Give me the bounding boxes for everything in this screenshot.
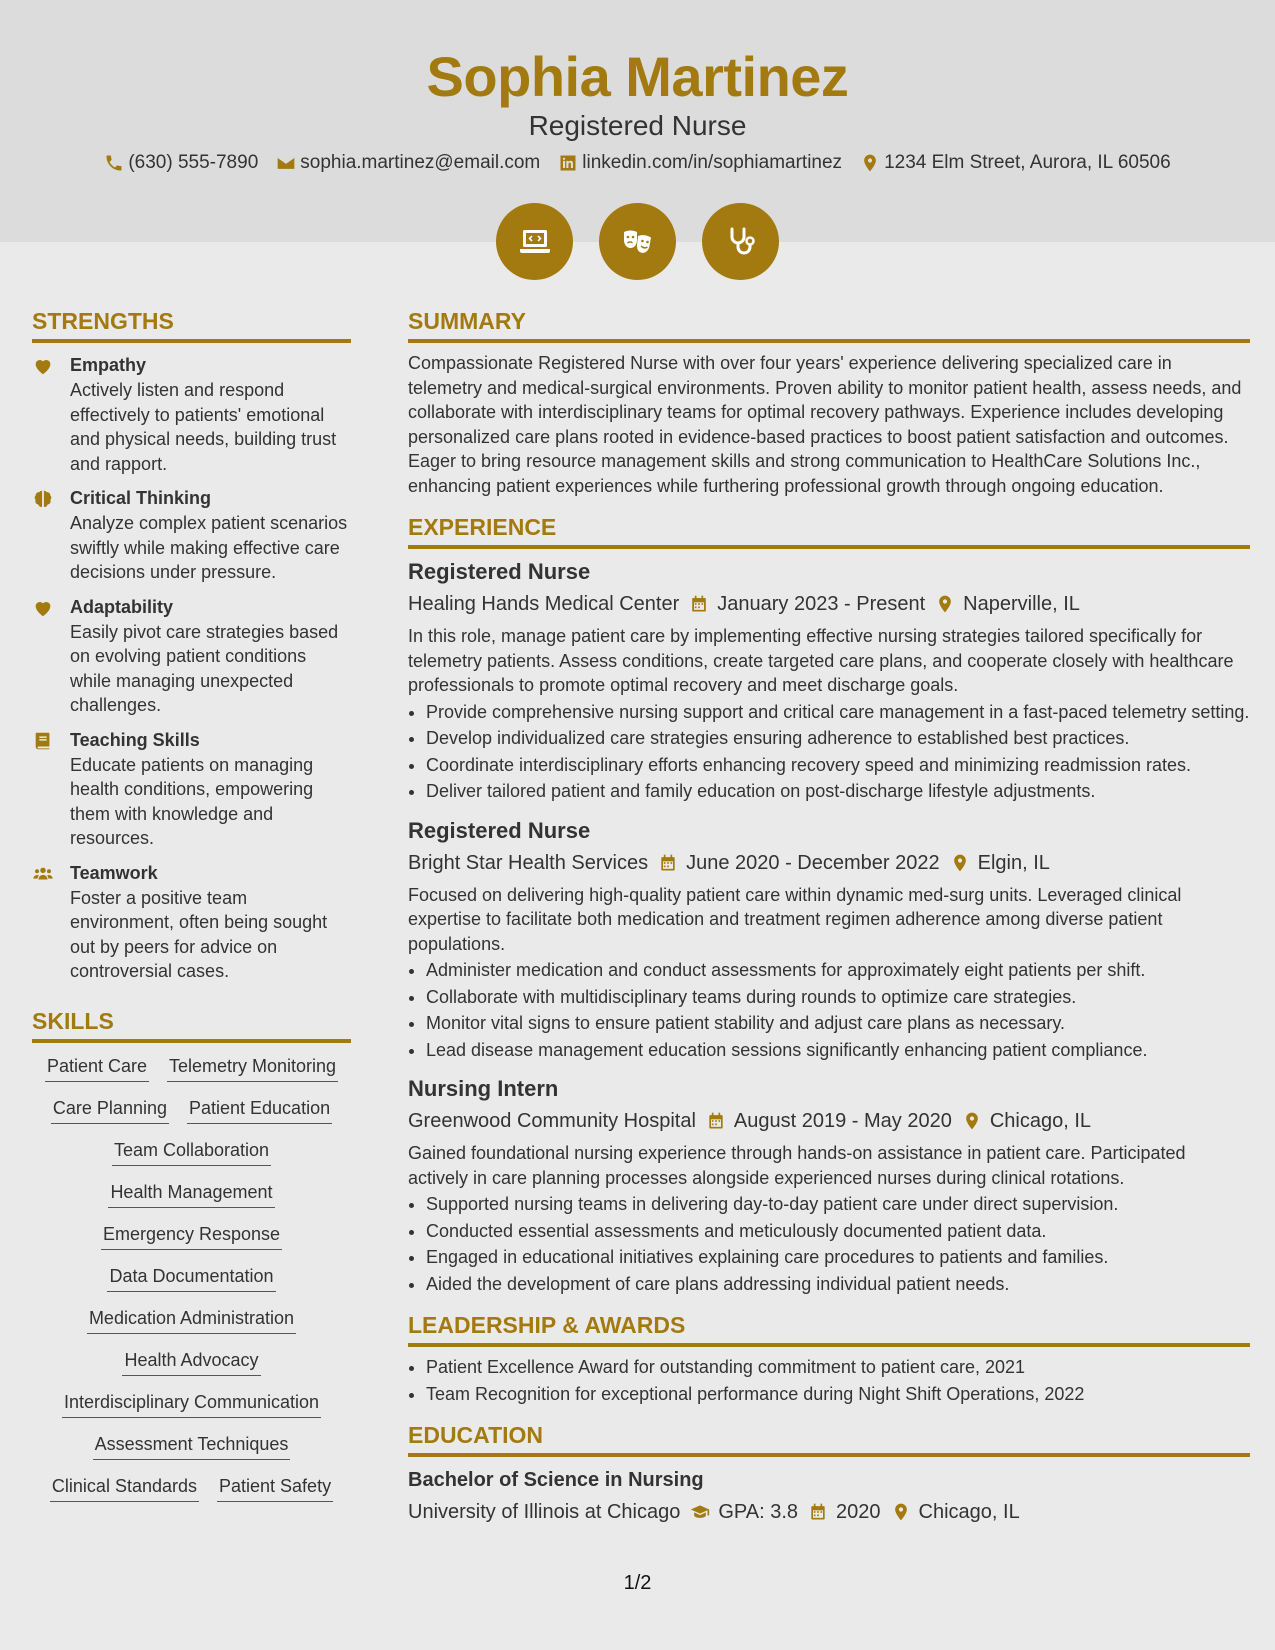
bullet-item: • Collaborate with multidisciplinary teams during rounds to optimize care strategies.: [426, 985, 1250, 1010]
job-bullets: [408, 958, 1250, 1062]
contact-bar: [0, 152, 1275, 174]
job-desc: In this role, manage patient care by implementing effective nursing strategies tailored specifically for telemetry patients. Assess conditions, create targeted care plans, and cooperate closely with healthcare professionals to promote optimal recovery and meet discharge goals.: [408, 626, 1234, 695]
award-item: • Team Recognition for exceptional performance during Night Shift Operations, 2022: [426, 1382, 1250, 1407]
award-item: • Patient Excellence Award for outstanding commitment to patient care, 2021: [426, 1355, 1250, 1380]
company-name: Greenwood Community Hospital: [408, 1110, 696, 1132]
skill-tag: Medication Administration: [87, 1307, 296, 1334]
bullet-item: • Conducted essential assessments and meticulously documented patient data.: [426, 1219, 1250, 1244]
bullet-item: • Lead disease management education sessions significantly enhancing patient compliance.: [426, 1038, 1250, 1063]
map-pin-icon: [860, 153, 880, 173]
skill-tag: Emergency Response: [101, 1223, 282, 1250]
page-number: 1/2: [623, 1572, 652, 1594]
book-icon: [32, 730, 54, 752]
strength-item: [32, 861, 351, 984]
experience-heading: EXPERIENCE: [408, 512, 1250, 549]
skill-tag: Interdisciplinary Communication: [62, 1391, 321, 1418]
job-entry-title: Nursing Intern: [408, 1076, 559, 1101]
laptop-code-icon: [496, 203, 573, 280]
skill-tag: Patient Education: [187, 1097, 332, 1124]
map-pin-icon: [950, 853, 970, 873]
bullet-item: • Engaged in educational initiatives explaining care procedures to patients and families.: [426, 1245, 1250, 1270]
phone-icon: [104, 153, 124, 173]
strength-title: Empathy: [70, 355, 147, 375]
education-location: Chicago, IL: [918, 1501, 1020, 1523]
company-name: Bright Star Health Services: [408, 851, 649, 874]
strength-item: [32, 595, 351, 718]
strength-title: Adaptability: [70, 596, 174, 617]
skills-list: [32, 1055, 351, 1502]
skill-tag: Clinical Standards: [50, 1475, 199, 1502]
graduation-year: 2020: [836, 1501, 881, 1523]
strength-desc: Easily pivot care strategies based on evolving patient conditions while managing unexpected challenges.: [70, 621, 339, 715]
calendar-icon: [808, 1502, 828, 1522]
users-icon: [32, 863, 54, 885]
skill-tag: Health Advocacy: [122, 1349, 260, 1376]
summary-heading: SUMMARY: [408, 306, 1250, 343]
left-column: [32, 306, 351, 1502]
strength-title: Critical Thinking: [70, 488, 212, 508]
summary-text: Compassionate Registered Nurse with over four years' experience delivering specialized care in telemetry and medical-surgical environments. Proven ability to monitor patient health, assess needs, and collaborate with interdisciplinary teams for optimal recovery pathways. Experience includes developing personalized care plans rooted in evidence-based practices to boost patient satisfaction and outcomes. Eager to bring resource management skills and strong communication to HealthCare Solutions Inc., enhancing patient experiences while furthering professional growth through ongoing education.: [408, 353, 1242, 496]
bullet-item: • Aided the development of care plans addressing individual patient needs.: [426, 1272, 1250, 1297]
job-entry-title: Registered Nurse: [408, 817, 591, 843]
map-pin-icon: [935, 594, 955, 614]
bullet-item: • Supported nursing teams in delivering day-to-day patient care under direct supervision.: [426, 1192, 1250, 1217]
skill-tag: Telemetry Monitoring: [167, 1055, 338, 1082]
header-icon-row: [0, 203, 1275, 280]
education-meta: [408, 1498, 1250, 1526]
job-entry: [408, 816, 1250, 1063]
map-pin-icon: [962, 1111, 982, 1131]
contact-linkedin[interactable]: [558, 152, 842, 174]
linkedin-text: linkedin.com/in/sophiamartinez: [582, 152, 843, 173]
job-dates: August 2019 - May 2020: [733, 1110, 952, 1132]
strength-desc: Educate patients on managing health conditions, empowering them with knowledge and resources.: [70, 754, 314, 848]
education-heading: EDUCATION: [408, 1420, 1250, 1457]
calendar-icon: [658, 853, 678, 873]
strength-desc: Foster a positive team environment, often being sought out by peers for advice on controversial cases.: [70, 887, 328, 981]
strengths-heading: STRENGTHS: [32, 306, 351, 343]
calendar-icon: [706, 1111, 726, 1131]
stethoscope-icon: [702, 203, 779, 280]
job-title: Registered Nurse: [528, 110, 747, 141]
bullet-item: • Coordinate interdisciplinary efforts enhancing recovery speed and minimizing readmission rates.: [426, 753, 1250, 778]
skill-tag: Assessment Techniques: [93, 1433, 291, 1460]
strength-item: [32, 353, 351, 476]
strength-item: [32, 486, 351, 585]
skill-tag: Health Management: [108, 1181, 274, 1208]
theater-masks-icon: [599, 203, 676, 280]
contact-phone[interactable]: [104, 152, 258, 174]
skill-tag: Patient Care: [45, 1055, 149, 1082]
candidate-name: Sophia Martinez: [426, 45, 849, 108]
envelope-icon: [276, 153, 296, 173]
education-entry: [408, 1465, 1250, 1526]
job-meta: [408, 849, 1250, 877]
company-name: Healing Hands Medical Center: [408, 593, 680, 615]
heart-icon: [32, 597, 54, 619]
strength-item: [32, 728, 351, 851]
calendar-icon: [689, 594, 709, 614]
job-bullets: [408, 700, 1250, 804]
strength-desc: Analyze complex patient scenarios swiftly while making effective care decisions under pressure.: [70, 513, 348, 582]
awards-list: [408, 1355, 1250, 1406]
strength-title: Teamwork: [70, 862, 158, 883]
job-meta: [408, 1107, 1250, 1135]
job-dates: June 2020 - December 2022: [686, 851, 940, 874]
job-desc: Focused on delivering high-quality patient care within dynamic med-surg units. Leveraged clinical expertise to facilitate both medication and treatment regimen adherence among diverse patient populations.: [408, 884, 1182, 954]
job-dates: January 2023 - Present: [717, 593, 926, 615]
map-pin-icon: [891, 1502, 911, 1522]
skill-tag: Data Documentation: [107, 1265, 275, 1292]
job-meta: [408, 590, 1250, 618]
skills-heading: SKILLS: [32, 1006, 351, 1043]
phone-text: (630) 555-7890: [128, 152, 259, 173]
job-bullets: [408, 1192, 1250, 1296]
school-name: University of Illinois at Chicago: [408, 1501, 681, 1523]
linkedin-icon: [558, 153, 578, 173]
contact-address: [860, 152, 1171, 174]
bullet-item: • Administer medication and conduct assessments for approximately eight patients per shift.: [426, 958, 1250, 983]
degree: Bachelor of Science in Nursing: [408, 1469, 704, 1491]
contact-email[interactable]: [276, 152, 540, 174]
gpa: GPA: 3.8: [718, 1501, 799, 1523]
job-location: Naperville, IL: [963, 593, 1080, 615]
email-text: sophia.martinez@email.com: [300, 152, 541, 173]
skill-tag: Team Collaboration: [112, 1139, 271, 1166]
job-desc: Gained foundational nursing experience through hands-on assistance in patient care. Participated actively in care planning processes alongside experienced nurses during clinical rotations.: [408, 1143, 1186, 1188]
address-text: 1234 Elm Street, Aurora, IL 60506: [884, 152, 1171, 173]
job-entry: [408, 1074, 1250, 1296]
job-location: Elgin, IL: [977, 851, 1050, 874]
bullet-item: • Develop individualized care strategies ensuring adherence to established best practices.: [426, 726, 1250, 751]
awards-heading: LEADERSHIP & AWARDS: [408, 1310, 1250, 1347]
job-location: Chicago, IL: [989, 1110, 1091, 1132]
job-entry-title: Registered Nurse: [408, 559, 591, 584]
skill-tag: Care Planning: [51, 1097, 169, 1124]
bullet-item: • Monitor vital signs to ensure patient stability and adjust care plans as necessary.: [426, 1011, 1250, 1036]
skill-tag: Patient Safety: [217, 1475, 333, 1502]
heart-icon: [32, 355, 54, 377]
strength-desc: Actively listen and respond effectively to patients' emotional and physical needs, building trust and rapport.: [70, 380, 337, 474]
job-entry: [408, 557, 1250, 804]
right-column: [408, 306, 1250, 1526]
bullet-item: • Deliver tailored patient and family education on post-discharge lifestyle adjustments.: [426, 779, 1250, 804]
bullet-item: • Provide comprehensive nursing support and critical care management in a fast-paced telemetry setting.: [426, 700, 1250, 725]
brain-icon: [32, 488, 54, 510]
strength-title: Teaching Skills: [70, 729, 200, 750]
graduation-cap-icon: [690, 1502, 710, 1522]
